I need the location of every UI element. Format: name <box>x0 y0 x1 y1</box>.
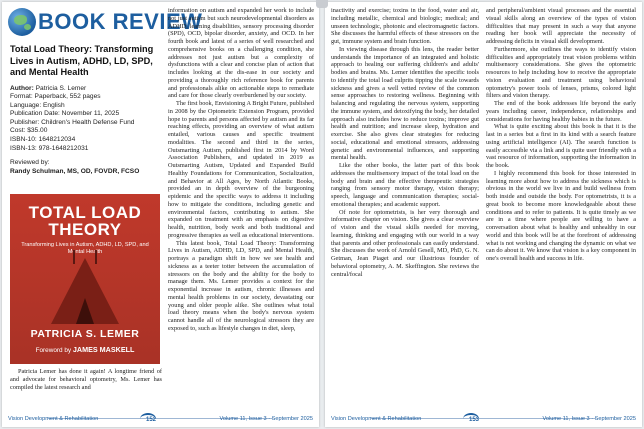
page-number: 152 <box>146 417 157 423</box>
cover-author: PATRICIA S. LEMER <box>30 328 140 340</box>
globe-icon <box>8 8 36 36</box>
right-page-column-1 <box>331 7 479 278</box>
book-info <box>10 44 170 176</box>
paragraph: Patricia Lemer has done it again! A longtime friend of and advocate for behavioral optometry, Ms. Lemer has compiled the latest research and <box>10 368 162 391</box>
publisher: Publisher: Children's Health Defense Fund <box>10 118 135 126</box>
reviewed-by-label: Reviewed by: <box>10 159 50 167</box>
book-title: Total Load Theory: Transforming Lives in Autism, ADHD, LD, SPD, and Mental Health <box>10 44 154 77</box>
book-metadata <box>10 85 170 154</box>
footer-issue: Volume 11, Issue 3 · September 2025 <box>219 416 313 422</box>
footer-issue: Volume 11, Issue 3 · September 2025 <box>542 416 636 422</box>
page-split-handle[interactable] <box>316 0 328 8</box>
foreword-prefix: Foreword by <box>35 347 72 354</box>
author-label: Author: <box>10 84 34 92</box>
page-spread <box>2 2 642 427</box>
right-page-column-2 <box>486 7 636 263</box>
paragraph: Like the other books, the latter part of this book addresses the multisensory impact of the total load on the body and brain and the effective therapeutic strategies ranging from sensory motor therapy, vision therapy; speech, language and communication therapies; social-emotional therapies; and academic support. <box>331 162 479 208</box>
book-cover-image <box>10 194 160 364</box>
cover-title-line2: THEORY <box>48 220 122 239</box>
paragraph: inactivity and exercise; toxins in the food, water and air, including metallic, chemical and biologic; medical; and unseen technologic, photonic and electromagnetic factors. She discusses the harmful effects of these stressors on the gut, immune system and brain function. <box>331 7 479 45</box>
cover-foreword <box>16 345 154 354</box>
tipi-door <box>76 298 94 324</box>
paragraph: The first book, Envisioning A Bright Future, published in 2008 by the Optometric Extension Program, provided hope to parents and persons affected by autism and its far reaching effects, providing an overview of what autism entailed, various causes and specific treatment modalities. The second and third in the series, Outsmarting Autism, published first in 2014 by Word Association Publishers, and updated in 2019 as Outsmarting Autism, Updated and Expanded Build Healthy Foundations for Communication, Socialization, and Behavior at All Ages, by North Atlantic Books, provided an in depth overview of the burgeoning epidemic and the specific ways to address it including how to mitigate the conditions, including genetic and environmental factors, contributing to autism. She expanded on treatment with an emphasis on digestive health, nutrition, body work and both traditional and progressive therapies as well as educational interventions. <box>168 100 315 239</box>
paragraph: Furthermore, she outlines the ways to identify vision difficulties and appropriately treat vision problems within multisensory considerations. She gives the optometric resources to help including how to receive the appropriate vision evaluation and treatment using behavioral optometry's power tools of lenses, prisms, colored light filters and vision therapy. <box>486 45 636 100</box>
book-format: Format: Paperback, 552 pages <box>10 93 101 101</box>
paragraph: Of note for optometrists, is her very thorough and informative chapter on vision. She gives a clear overview of vision and the visual skills needed for moving, learning, thinking and engaging with our world in a way that parents and other professionals can easily understand. She discusses the work of Arnold Gesell, MD, PhD, G. N. Getman, Jean Piaget and our illustrious founder of behavioral optometry, A. M. Skeffington. She reviews the central/focal <box>331 208 479 278</box>
right-page <box>325 2 642 427</box>
left-column-text <box>10 368 162 391</box>
isbn-13: ISBN-13: 978-1648212031 <box>10 144 89 152</box>
cover-title <box>18 204 152 238</box>
cover-subtitle: Transforming Lives in Autism, ADHD, LD, SPD, and Mental Health <box>21 242 149 255</box>
paragraph: I highly recommend this book for those interested in learning more about how to address the sickness which is obvious in the world we live in and build wellness from both inside and outside the body. For optometrists, it is a great book to become more knowledgeable about these conditions and to refer to patients. It is quite timely as we are in a time where people are willing to have a conversation about what is healthy and unhealthy in our world and this book will be at the forefront of addressing what is not working and changing the dynamic on what we can do about it. We know that vision is a key component in one's overall health and success in life. <box>486 169 636 262</box>
paragraph: The end of the book addresses life beyond the early years including career, independence, relationships and considerations for having healthy babies in the future. <box>486 100 636 123</box>
cover-title-line1: TOTAL LOAD <box>28 203 142 222</box>
footer-journal: Vision Development & Rehabilitation <box>331 416 422 422</box>
paragraph: This latest book, Total Load Theory: Transforming Lives in Autism, ADHD, LD, SPD, and Mental Health, portrays a paradigm shift in how we see health and sickness as a teeter totter between the accumulation of stressors on the body and the ability for the body to manage them. Ms. Lemer provides a context for the exponential increase in autism, chronic illnesses and mental health problems in our society, devastating our young and older people alike. She outlines what total load theory means when the body's nervous system cannot handle all of the neurological stressors they are exposed to, such as lifestyle changes in diet, sleep, <box>168 239 314 332</box>
reviewer-name: Randy Schulman, MS, OD, FOVDR, FCSO <box>10 167 140 175</box>
foreword-name: JAMES MASKELL <box>72 345 135 354</box>
right-page-footer <box>331 411 636 423</box>
paragraph: and peripheral/ambient visual processes and the essential visual skills along an overview of the types of vision difficulties that may present in such a way that anyone reading her book will appreciate the necessity of addressing deficits in visual skill development. <box>486 7 636 45</box>
left-page-column-2 <box>168 7 314 333</box>
paragraph: In viewing disease through this lens, the reader better understands the importance of an integrated and holistic approach to healing our suffering children's and adults' bodies and brains. Ms. Lemer identifies the specific tools to identify the total load culprits tipping the scale towards sickness and gives a well vetted review of the common sense approaches to restoring wellness. Beginning with balancing and regulating the nervous system, supporting the immune system, and detoxifying the body, her detailed approach also includes how to reduce toxins; improve gut health and nutrition; and increase sleep, hydration and exercise. She also gives clear strategies for reducing social, educational and emotional stressors, addressing genetic and environmental influences, and supporting mental health. <box>331 45 479 162</box>
author-name: Patricia S. Lemer <box>35 84 87 92</box>
paragraph: information on autism and expanded her work to include not just autism but such neurodevelopmental disorders as ADHD, learning disabilities, sensory processing disorder (SPD), OCD, bipolar disorder, anxiety, and OCD. In her fourth book and latest of a series of well researched and comprehensive books on a challenging condition, she addresses not just autism but a complexity of dysfunctions with a clear and concise plan of action that includes looking at the dis-ease in our society and providing a thoroughly rich reference book for parents and professionals alike on actionable steps to remediate and care for those clearly overburdened by our society. <box>168 7 314 100</box>
footer-journal: Vision Development & Rehabilitation <box>8 416 99 422</box>
isbn-10: ISBN-10: 1648212034 <box>10 136 76 144</box>
left-page <box>2 2 319 427</box>
book-review-title: BOOK REVIEW <box>38 9 203 34</box>
cost: Cost: $35.00 <box>10 127 48 135</box>
left-page-footer <box>8 411 313 423</box>
reviewer-block <box>10 159 170 176</box>
paragraph: What is quite exciting about this book is that it is the last in a series but a first in its kind with a search feature using artificial intelligence (AI). The search function is easily accessible via a link and is quite user friendly with a vast resource of information, supporting the information in the book. <box>486 123 636 169</box>
book-language: Language: English <box>10 101 65 109</box>
publication-date: Publication Date: November 11, 2025 <box>10 110 120 118</box>
page-number: 153 <box>469 417 480 423</box>
